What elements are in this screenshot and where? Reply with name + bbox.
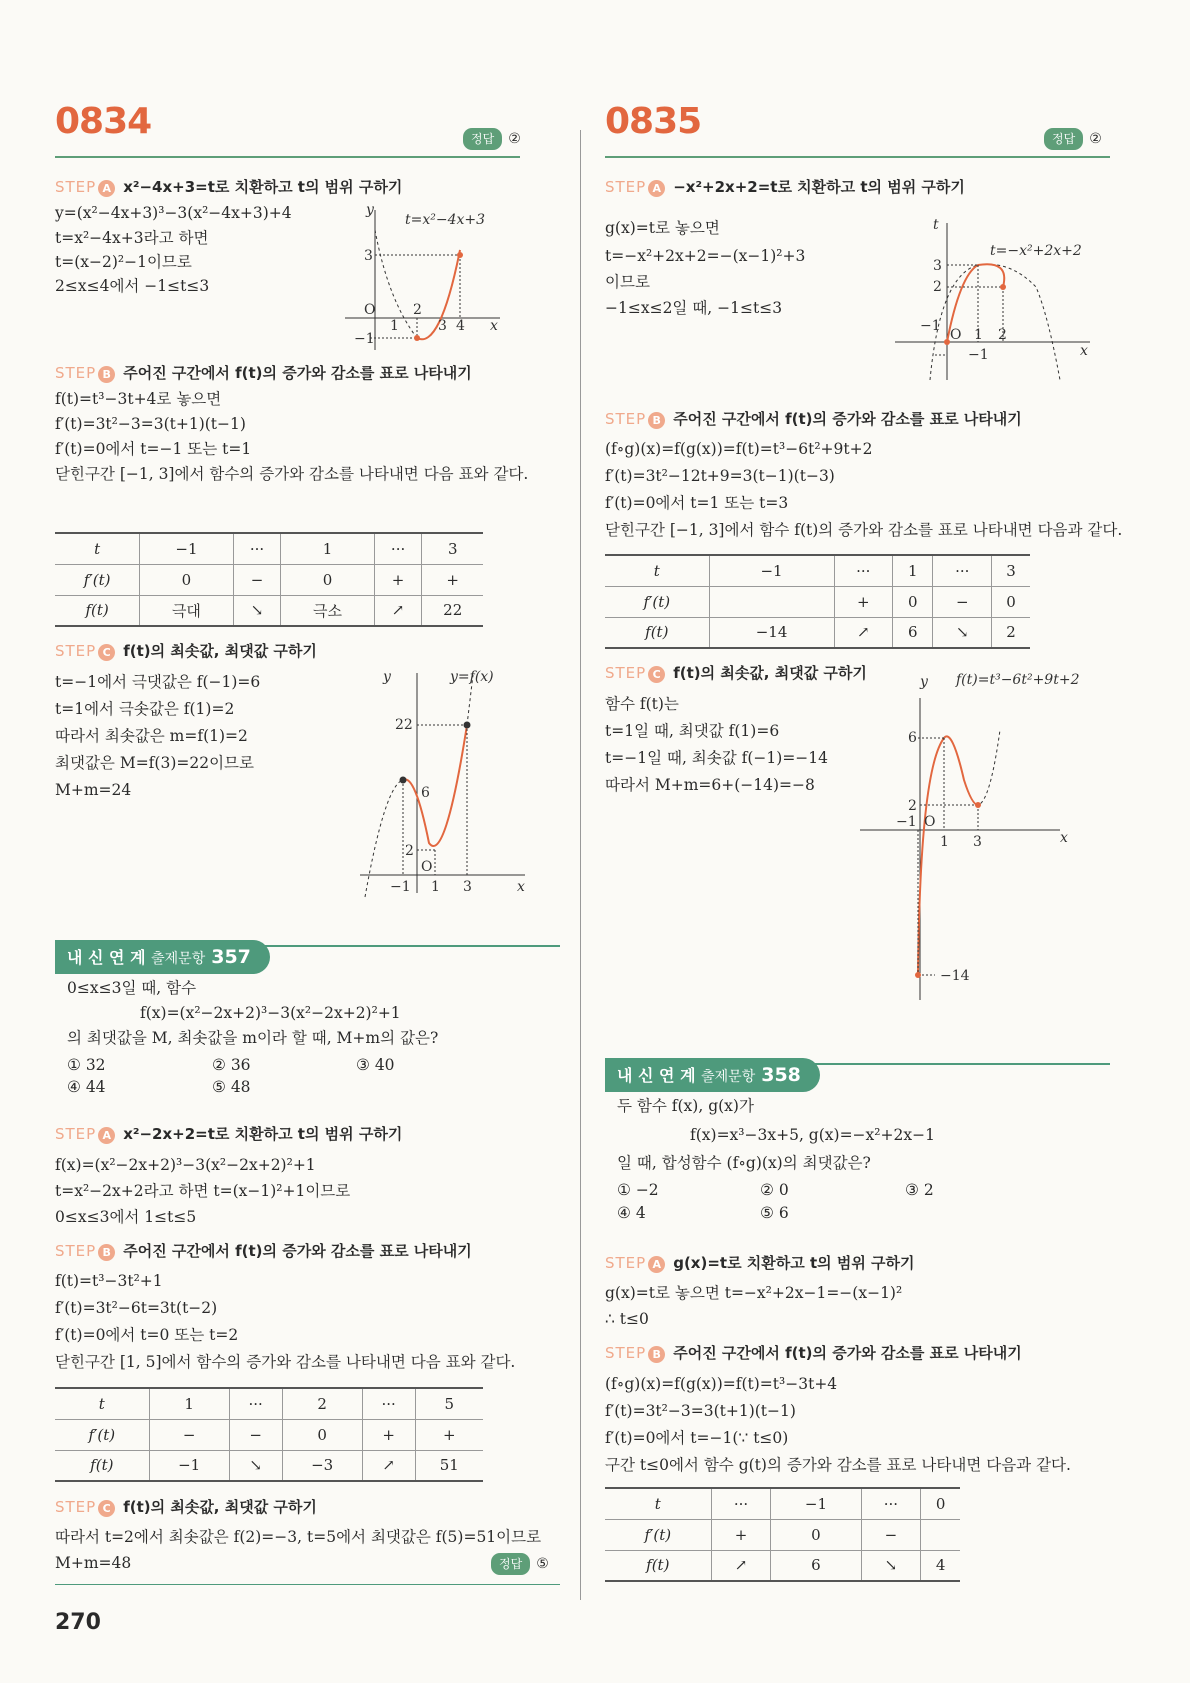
table-cell: + xyxy=(374,564,422,595)
table-cell: ↗ xyxy=(711,1550,771,1581)
table-cell: 0 xyxy=(771,1519,861,1550)
table-cell: + xyxy=(422,564,483,595)
text-line: g(x)=t로 놓으면 t=−x²+2x−1=−(x−1)² xyxy=(605,1284,903,1302)
tick-label: 3 xyxy=(933,258,942,274)
tick-label: −1 xyxy=(354,331,375,347)
table-cell: f′(t) xyxy=(605,586,709,617)
step-c-heading: STEP C f(t)의 최솟값, 최댓값 구하기 xyxy=(55,1498,317,1516)
table-cell: + xyxy=(834,586,893,617)
answer-badge: 정답 xyxy=(491,1553,530,1575)
table-cell: −1 xyxy=(140,533,233,564)
origin-label: O xyxy=(924,814,936,830)
tick-label: 3 xyxy=(364,248,373,264)
text-line: 2≤x≤4에서 −1≤t≤3 xyxy=(55,277,210,295)
axis-label-x: x xyxy=(490,318,498,334)
text-line: t=x²−2x+2라고 하면 t=(x−1)²+1이므로 xyxy=(55,1182,351,1200)
text-line: t=−1에서 극댓값은 f(−1)=6 xyxy=(55,673,261,691)
answer-badge: 정답 xyxy=(463,128,502,150)
tick-label: 4 xyxy=(456,318,465,334)
tick-label: 6 xyxy=(421,785,430,801)
table-cell: + xyxy=(711,1519,771,1550)
table-cell: f′(t) xyxy=(605,1519,711,1550)
text-line: 닫힌구간 [1, 5]에서 함수의 증가와 감소를 나타내면 다음 표와 같다. xyxy=(55,1353,516,1371)
table-cell: ··· xyxy=(933,555,992,586)
problem-number: 0834 xyxy=(55,101,152,142)
answer-value: ② xyxy=(508,131,521,147)
curve-label: f(t)=t³−6t²+9t+2 xyxy=(956,672,1080,688)
tick-label: −14 xyxy=(940,968,970,984)
text-line: f(x)=(x²−2x+2)³−3(x²−2x+2)²+1 xyxy=(55,1156,316,1174)
table-cell: 극대 xyxy=(140,595,233,626)
table-cell: 1 xyxy=(281,533,374,564)
step-a-heading: STEP A −x²+2x+2=t로 치환하고 t의 범위 구하기 xyxy=(605,178,965,196)
table-cell: + xyxy=(415,1419,483,1450)
table-cell: ↘ xyxy=(861,1550,921,1581)
table-cell: − xyxy=(861,1519,921,1550)
table-cell: 5 xyxy=(415,1388,483,1419)
text-line: 두 함수 f(x), g(x)가 xyxy=(617,1097,754,1115)
table-cell: 2 xyxy=(992,617,1030,648)
step-c-heading: STEP C f(t)의 최솟값, 최댓값 구하기 xyxy=(55,642,317,660)
curve-label: t=x²−4x+3 xyxy=(405,212,486,228)
origin-label: O xyxy=(421,859,433,875)
graph-cubic xyxy=(355,665,530,905)
text-line: f(t)=t³−3t+4로 놓으면 xyxy=(55,390,222,408)
tick-label: −1 xyxy=(920,318,941,334)
tick-label: −1 xyxy=(896,814,917,830)
divider xyxy=(55,1584,560,1585)
text-line: 닫힌구간 [−1, 3]에서 함수의 증가와 감소를 나타내면 다음 표와 같다. xyxy=(55,465,529,483)
table-cell: −3 xyxy=(282,1450,362,1481)
table-cell: −1 xyxy=(771,1488,861,1519)
text-line: M+m=24 xyxy=(55,781,132,799)
formula-line: f(x)=(x²−2x+2)³−3(x²−2x+2)²+1 xyxy=(140,1004,401,1022)
table-cell: f′(t) xyxy=(55,564,140,595)
axis-label-x: x xyxy=(1060,830,1068,846)
table-cell xyxy=(709,586,834,617)
table-cell: ↗ xyxy=(362,1450,415,1481)
text-line: 의 최댓값을 M, 최솟값을 m이라 할 때, M+m의 값은? xyxy=(67,1029,439,1047)
text-line: 최댓값은 M=f(3)=22이므로 xyxy=(55,754,254,772)
text-line: (f∘g)(x)=f(g(x))=f(t)=t³−6t²+9t+2 xyxy=(605,440,873,458)
graph-t-quadratic xyxy=(340,200,510,360)
axis-label-y: y xyxy=(383,669,391,685)
related-problem-header: 내 신 연 계 출제문항 357 xyxy=(55,940,270,974)
text-line: 따라서 t=2에서 최솟값은 f(2)=−3, t=5에서 최댓값은 f(5)=51이므로 xyxy=(55,1528,542,1546)
step-a-heading: STEP A x²−4x+3=t로 치환하고 t의 범위 구하기 xyxy=(55,178,403,196)
table-cell: ··· xyxy=(834,555,893,586)
text-line: t=x²−4x+3라고 하면 xyxy=(55,229,209,247)
table-cell: 3 xyxy=(992,555,1030,586)
origin-label: O xyxy=(364,302,376,318)
text-line: 구간 t≤0에서 함수 g(t)의 증가와 감소를 표로 나타내면 다음과 같다. xyxy=(605,1456,1071,1474)
tick-label: 3 xyxy=(973,834,982,850)
table-cell: − xyxy=(149,1419,229,1450)
tick-label: 1 xyxy=(390,318,399,334)
curve-label: t=−x²+2x+2 xyxy=(990,243,1082,259)
answer-label xyxy=(463,128,521,150)
text-line: 닫힌구간 [−1, 3]에서 함수 f(t)의 증가와 감소를 표로 나타내면 다음과 같다. xyxy=(605,521,1123,539)
table-cell: 2 xyxy=(282,1388,362,1419)
table-cell: ··· xyxy=(861,1488,921,1519)
table-cell: ··· xyxy=(229,1388,282,1419)
related-problem-header: 내 신 연 계 출제문항 358 xyxy=(605,1058,820,1092)
axis-label-x: x xyxy=(1080,343,1088,359)
variation-table xyxy=(605,554,1030,649)
text-line: t=−x²+2x+2=−(x−1)²+3 xyxy=(605,247,806,265)
table-cell: 6 xyxy=(771,1550,861,1581)
text-line: f(t)=t³−3t²+1 xyxy=(55,1272,163,1290)
step-b-heading: STEP B 주어진 구간에서 f(t)의 증가와 감소를 표로 나타내기 xyxy=(55,1242,472,1260)
table-cell: 0 xyxy=(282,1419,362,1450)
table-cell: f(t) xyxy=(55,595,140,626)
table-cell: ··· xyxy=(362,1388,415,1419)
answer-badge: 정답 xyxy=(1044,128,1083,150)
step-b-heading: STEP B 주어진 구간에서 f(t)의 증가와 감소를 표로 나타내기 xyxy=(605,410,1022,428)
answer-label xyxy=(491,1553,549,1575)
tick-label: −1 xyxy=(390,879,411,895)
text-line: −1≤x≤2일 때, −1≤t≤3 xyxy=(605,299,783,317)
choice: ① −2 xyxy=(617,1181,659,1199)
table-cell: ··· xyxy=(233,533,281,564)
table-cell: ··· xyxy=(374,533,422,564)
text-line: t=1에서 극솟값은 f(1)=2 xyxy=(55,700,235,718)
divider xyxy=(605,156,1110,158)
table-cell: − xyxy=(933,586,992,617)
text-line: t=1일 때, 최댓값 f(1)=6 xyxy=(605,722,780,740)
text-line: f′(t)=0에서 t=0 또는 t=2 xyxy=(55,1326,239,1344)
table-cell: 1 xyxy=(893,555,933,586)
tick-label: 2 xyxy=(933,279,942,295)
divider xyxy=(55,156,520,158)
origin-label: O xyxy=(950,327,962,343)
answer-value: ② xyxy=(1089,131,1102,147)
choice: ⑤ 6 xyxy=(760,1204,789,1222)
text-line: t=−1일 때, 최솟값 f(−1)=−14 xyxy=(605,749,829,767)
table-cell: 3 xyxy=(422,533,483,564)
choice: ③ 2 xyxy=(905,1181,934,1199)
tick-label: 3 xyxy=(463,879,472,895)
choice: ① 32 xyxy=(67,1056,106,1074)
step-a-heading: STEP A x²−2x+2=t로 치환하고 t의 범위 구하기 xyxy=(55,1125,403,1143)
table-cell: f(t) xyxy=(55,1450,149,1481)
table-cell: − xyxy=(233,564,281,595)
step-b-heading: STEP B 주어진 구간에서 f(t)의 증가와 감소를 표로 나타내기 xyxy=(55,364,472,382)
text-line: ∴ t≤0 xyxy=(605,1310,649,1328)
formula-line: f(x)=x³−3x+5, g(x)=−x²+2x−1 xyxy=(690,1126,935,1144)
axis-label-y: t xyxy=(933,217,939,233)
table-cell: ↘ xyxy=(933,617,992,648)
column-divider xyxy=(580,130,581,1600)
table-cell: 51 xyxy=(415,1450,483,1481)
tick-label: 22 xyxy=(395,717,413,733)
table-cell: ↗ xyxy=(834,617,893,648)
table-cell: ↗ xyxy=(374,595,422,626)
axis-label-x: x xyxy=(517,879,525,895)
text-line: f′(t)=0에서 t=−1(∵ t≤0) xyxy=(605,1429,789,1447)
choice: ③ 40 xyxy=(356,1056,395,1074)
table-cell: f(t) xyxy=(605,1550,711,1581)
table-cell: + xyxy=(362,1419,415,1450)
text-line: f′(t)=3t²−6t=3t(t−2) xyxy=(55,1299,218,1317)
text-line: 따라서 최솟값은 m=f(1)=2 xyxy=(55,727,248,745)
table-cell: 0 xyxy=(992,586,1030,617)
table-cell: t xyxy=(55,533,140,564)
tick-label: 2 xyxy=(908,798,917,814)
tick-label: −1 xyxy=(968,347,989,363)
table-cell: t xyxy=(605,1488,711,1519)
table-cell: −1 xyxy=(709,555,834,586)
text-line: g(x)=t로 놓으면 xyxy=(605,219,720,237)
table-cell: 0 xyxy=(921,1488,960,1519)
table-cell: − xyxy=(229,1419,282,1450)
table-cell: t xyxy=(55,1388,149,1419)
tick-label: 1 xyxy=(431,879,440,895)
text-line: f′(t)=0에서 t=−1 또는 t=1 xyxy=(55,440,252,458)
tick-label: 2 xyxy=(405,843,414,859)
table-cell: 0 xyxy=(281,564,374,595)
choice: ④ 4 xyxy=(617,1204,646,1222)
text-line: f′(t)=3t²−12t+9=3(t−1)(t−3) xyxy=(605,467,835,485)
text-line: f′(t)=3t²−3=3(t+1)(t−1) xyxy=(605,1402,796,1420)
text-line: (f∘g)(x)=f(g(x))=f(t)=t³−3t+4 xyxy=(605,1375,838,1393)
axis-label-y: y xyxy=(920,674,928,690)
choice: ④ 44 xyxy=(67,1078,106,1096)
text-line: M+m=48 xyxy=(55,1554,132,1572)
text-line: 따라서 M+m=6+(−14)=−8 xyxy=(605,776,815,794)
tick-label: 3 xyxy=(438,318,447,334)
text-line: 함수 f(t)는 xyxy=(605,695,679,713)
tick-label: 1 xyxy=(940,834,949,850)
problem-number: 0835 xyxy=(605,101,702,142)
table-cell: −1 xyxy=(149,1450,229,1481)
choice: ⑤ 48 xyxy=(212,1078,251,1096)
step-a-heading: STEP A g(x)=t로 치환하고 t의 범위 구하기 xyxy=(605,1254,915,1272)
table-cell: 0 xyxy=(893,586,933,617)
table-cell: 4 xyxy=(921,1550,960,1581)
step-c-heading: STEP C f(t)의 최솟값, 최댓값 구하기 xyxy=(605,664,867,682)
table-cell: 6 xyxy=(893,617,933,648)
tick-label: 1 xyxy=(974,327,983,343)
graph-cubic-right xyxy=(860,672,1090,1005)
table-cell: ↘ xyxy=(233,595,281,626)
variation-table xyxy=(55,532,483,627)
variation-table xyxy=(55,1387,483,1482)
table-cell: 22 xyxy=(422,595,483,626)
table-cell xyxy=(921,1519,960,1550)
answer-label xyxy=(1044,128,1102,150)
table-cell: f(t) xyxy=(605,617,709,648)
tick-label: 2 xyxy=(998,327,1007,343)
choice: ② 0 xyxy=(760,1181,789,1199)
variation-table xyxy=(605,1487,960,1582)
table-cell: ↘ xyxy=(229,1450,282,1481)
text-line: f′(t)=0에서 t=1 또는 t=3 xyxy=(605,494,789,512)
choice: ② 36 xyxy=(212,1056,251,1074)
tick-label: 6 xyxy=(908,730,917,746)
step-b-heading: STEP B 주어진 구간에서 f(t)의 증가와 감소를 표로 나타내기 xyxy=(605,1344,1022,1362)
text-line: y=(x²−4x+3)³−3(x²−4x+3)+4 xyxy=(55,204,292,222)
table-cell: 극소 xyxy=(281,595,374,626)
table-cell: −14 xyxy=(709,617,834,648)
text-line: f′(t)=3t²−3=3(t+1)(t−1) xyxy=(55,415,246,433)
table-cell: 0 xyxy=(140,564,233,595)
page-number: 270 xyxy=(55,1610,101,1635)
text-line: 0≤x≤3에서 1≤t≤5 xyxy=(55,1208,197,1226)
text-line: 일 때, 합성함수 (f∘g)(x)의 최댓값은? xyxy=(617,1154,871,1172)
tick-label: 2 xyxy=(413,302,422,318)
text-line: 0≤x≤3일 때, 함수 xyxy=(67,979,197,997)
graph-t-downward-parabola xyxy=(890,215,1100,385)
table-cell: 1 xyxy=(149,1388,229,1419)
text-line: t=(x−2)²−1이므로 xyxy=(55,253,192,271)
table-cell: t xyxy=(605,555,709,586)
curve-label: y=f(x) xyxy=(450,669,494,685)
text-line: 이므로 xyxy=(605,273,650,291)
answer-value: ⑤ xyxy=(536,1556,549,1572)
table-cell: f′(t) xyxy=(55,1419,149,1450)
table-cell: ··· xyxy=(711,1488,771,1519)
axis-label-y: y xyxy=(366,202,374,218)
